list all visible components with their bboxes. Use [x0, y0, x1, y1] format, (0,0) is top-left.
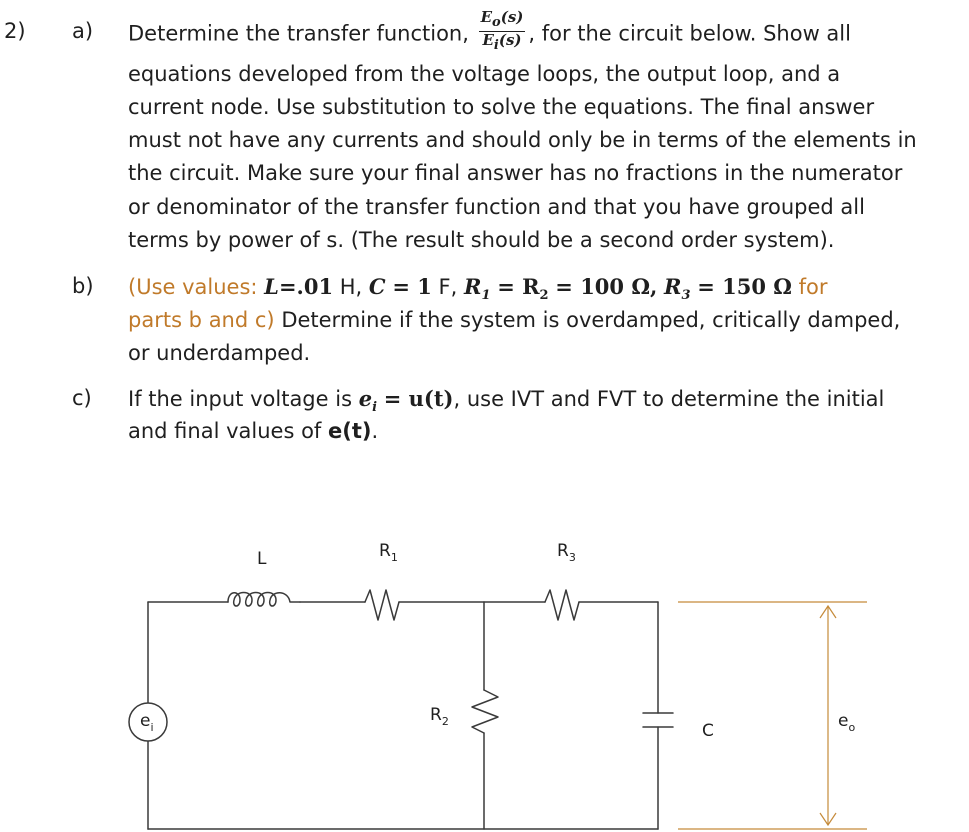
part-a-line-1-pre: Determine the transfer function, — [128, 21, 469, 46]
C-symbol: C — [368, 274, 386, 299]
fraction-denominator: $E_i(s)$ — [482, 31, 522, 53]
R3-label: $R_3$ — [557, 541, 576, 564]
parts-b-c-text: parts b and c) — [128, 308, 275, 332]
part-a-line-3: current node. Use substitution to solve the equations. The final answer — [128, 95, 875, 119]
use-values-text: (Use values: — [128, 275, 258, 299]
part-c-line-1-pre: If the input voltage is — [128, 387, 353, 411]
part-b-line-3: or underdamped. — [128, 341, 311, 365]
inductor-L — [228, 593, 300, 607]
part-b-label: b) — [72, 274, 94, 298]
R3-symbol: $R_3$ — [664, 274, 691, 304]
part-c-line-1-post: , use IVT and FVT to determine the initial — [453, 387, 885, 411]
output-label: $e_o$ — [838, 711, 856, 734]
L-unit: H, — [339, 275, 363, 299]
part-a-line-7: terms by power of s. (The result should be a second order system). — [128, 228, 835, 252]
part-a-line-4: must not have any currents and should only be in terms of the elements in — [128, 128, 917, 152]
part-c-label: c) — [72, 386, 92, 410]
C-unit: F, — [438, 275, 458, 299]
inductor-label: L — [257, 549, 267, 569]
part-b-line-2-rest: Determine if the system is overdamped, critically damped, — [281, 308, 901, 332]
C-value: = 1 — [392, 274, 432, 299]
ei-symbol: $e_i$ — [358, 386, 378, 416]
part-a-line-6: or denominator of the transfer function and that you have grouped all — [128, 195, 865, 219]
resistor-R2 — [472, 690, 498, 733]
R12-value: = 100 Ω, — [555, 274, 658, 299]
source-label: $e_i$ — [140, 711, 154, 734]
R3-value: = 150 Ω — [697, 274, 792, 299]
part-c-line-2-post: . — [371, 419, 379, 443]
R1-label: $R_1$ — [379, 541, 398, 564]
part-a-line-2: equations developed from the voltage loops, the output loop, and a — [128, 62, 841, 86]
problem-number: 2) — [4, 19, 26, 43]
R2-label: $R_2$ — [430, 705, 449, 728]
L-symbol: L — [264, 274, 279, 299]
capacitor-C — [643, 713, 673, 727]
for-text: for — [798, 275, 828, 299]
R2-equation: = $R_2$ — [497, 274, 549, 304]
resistor-R3 — [545, 590, 579, 620]
capacitor-label: C — [702, 721, 714, 741]
L-value: =.01 — [278, 274, 334, 299]
part-a-line-1-post: , for the circuit below. Show all — [528, 21, 851, 46]
part-a-line-5: the circuit. Make sure your final answer has no fractions in the numerator — [128, 161, 903, 185]
part-a-label: a) — [72, 19, 94, 43]
part-c-line-2-pre: and final values of — [128, 419, 322, 443]
R1-symbol: $R_1$ — [464, 274, 491, 304]
e-of-t: e(t) — [328, 419, 372, 443]
ei-value: = u(t) — [383, 386, 454, 411]
resistor-R1 — [365, 590, 399, 620]
fraction-numerator: $E_o(s)$ — [480, 8, 524, 30]
